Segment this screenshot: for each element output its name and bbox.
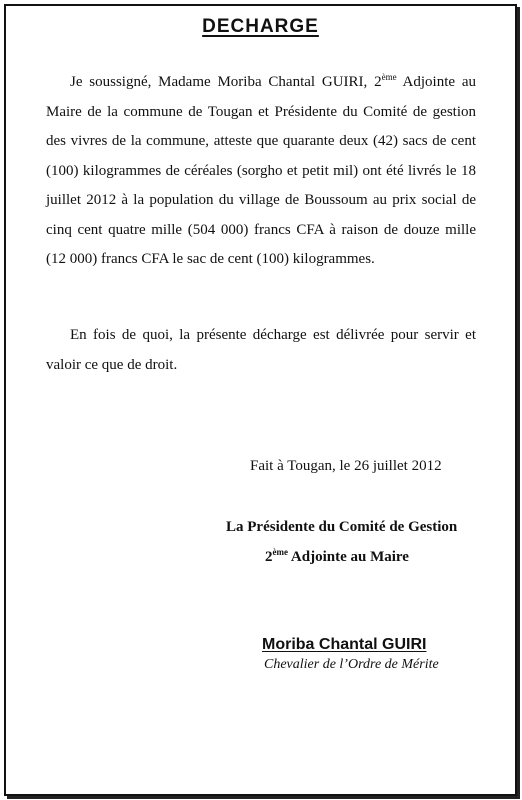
signatory-distinction: Chevalier de l’Ordre de Mérite [264,657,439,672]
document-title: DECHARGE [202,16,319,37]
signatory-title: La Présidente du Comité de Gestion [226,519,458,535]
paragraph-attestation: Je soussigné, Madame Moriba Chantal GUIRI, 2ème Adjointe au Maire de la commune de Tougan et Présidente du Comité de gestion des vivres de la commune, atteste que quarante deux (42) sacs de cent (100) kilogrammes de céréales (sorgho et petit mil) ont été livrés le 18 juillet 2012 à la population du village de Boussoum au prix social de cinq cent quatre mille (504 000) francs CFA à raison de douze mille (12 000) francs CFA le sac de cent (100) kilogrammes. [46,72,476,267]
signatory-name: Moriba Chantal GUIRI [262,636,427,653]
document-page [6,6,515,794]
paragraph-closing: En fois de quoi, la présente décharge est délivrée pour servir et valoir ce que de droit. [46,327,476,373]
signatory-role: 2ème Adjointe au Maire [265,547,409,565]
place-date: Fait à Tougan, le 26 juillet 2012 [250,458,442,474]
document-frame [4,4,517,796]
